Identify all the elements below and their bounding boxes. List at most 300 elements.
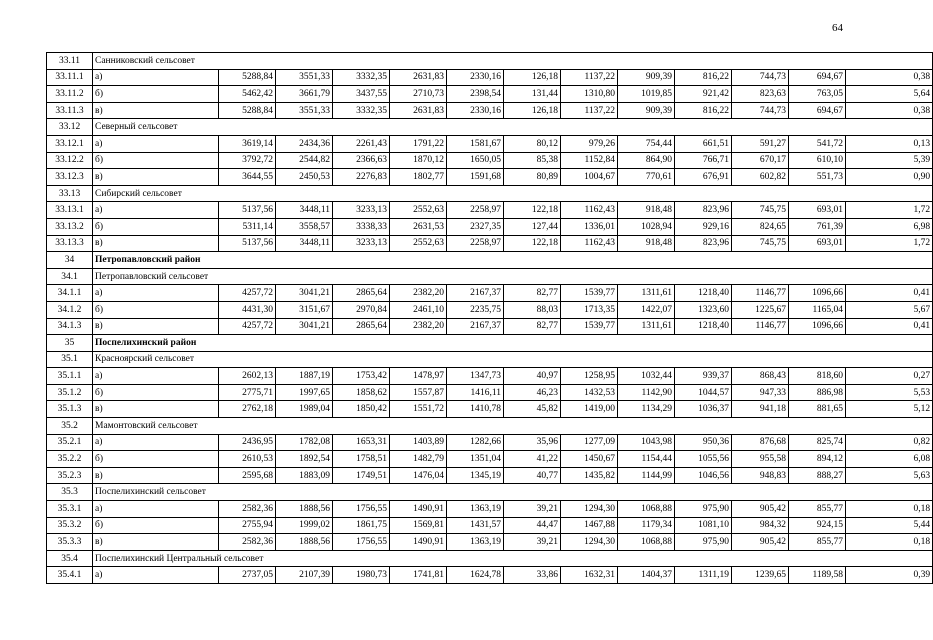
table-row <box>47 169 933 186</box>
table-cell-value: 1144,99 <box>618 467 675 484</box>
table-cell-value: 1028,94 <box>618 218 675 235</box>
table-cell-value: 1146,77 <box>732 318 789 335</box>
table-cell-value: 1416,11 <box>447 384 504 401</box>
table-cell-value: 1055,56 <box>675 451 732 468</box>
table-cell-value: 33,86 <box>504 567 561 584</box>
table-row <box>47 152 933 169</box>
table-cell-value: 5137,56 <box>219 202 276 219</box>
table-cell-value: 1997,65 <box>276 384 333 401</box>
table-cell-value: 1019,85 <box>618 86 675 103</box>
row-variant: в) <box>93 534 219 551</box>
row-code: 33.13.2 <box>47 218 93 235</box>
table-cell-value: 1887,19 <box>276 368 333 385</box>
row-code: 33.12 <box>47 119 93 136</box>
row-code: 33.13 <box>47 185 93 202</box>
table-cell-value: 761,39 <box>789 218 846 235</box>
region-header-row <box>47 335 933 352</box>
table-cell-value: 881,65 <box>789 401 846 418</box>
row-variant: а) <box>93 501 219 518</box>
table-cell-value: 41,22 <box>504 451 561 468</box>
settlement-name: Поспелихинский сельсовет <box>93 484 933 501</box>
table-cell-value: 3338,33 <box>333 218 390 235</box>
table-cell-value: 2261,43 <box>333 135 390 152</box>
table-cell-value: 1218,40 <box>675 318 732 335</box>
table-cell-value: 1403,89 <box>390 434 447 451</box>
table-cell-value: 941,18 <box>732 401 789 418</box>
row-code: 35.2.1 <box>47 434 93 451</box>
table-cell-value: 929,16 <box>675 218 732 235</box>
table-cell-value: 2382,20 <box>390 285 447 302</box>
region-name: Поспелихинский район <box>93 335 933 352</box>
row-variant: б) <box>93 152 219 169</box>
table-cell-value: 909,39 <box>618 69 675 86</box>
row-code: 33.13.3 <box>47 235 93 252</box>
table-cell-value: 661,51 <box>675 135 732 152</box>
table-cell-value: 1165,04 <box>789 301 846 318</box>
row-code: 35.2 <box>47 418 93 435</box>
settlement-header-row <box>47 484 933 501</box>
table-cell-value: 1134,29 <box>618 401 675 418</box>
table-cell-value: 1137,22 <box>561 102 618 119</box>
row-code: 33.11.3 <box>47 102 93 119</box>
table-cell-value: 694,67 <box>789 102 846 119</box>
table-cell-value: 2631,53 <box>390 218 447 235</box>
table-row <box>47 384 933 401</box>
table-cell-value: 551,73 <box>789 169 846 186</box>
table-cell-value: 905,42 <box>732 534 789 551</box>
table-cell-value: 1850,42 <box>333 401 390 418</box>
row-variant: в) <box>93 235 219 252</box>
table-row <box>47 467 933 484</box>
table-cell-value: 1310,80 <box>561 86 618 103</box>
table-cell-value: 1741,81 <box>390 567 447 584</box>
row-code: 35.1.2 <box>47 384 93 401</box>
row-code: 34.1.2 <box>47 301 93 318</box>
table-cell-value: 1467,88 <box>561 517 618 534</box>
table-cell-value: 1422,07 <box>618 301 675 318</box>
table-cell-value: 1179,34 <box>618 517 675 534</box>
table-cell-value: 1162,43 <box>561 202 618 219</box>
table-cell-value: 5,63 <box>846 467 933 484</box>
row-variant: а) <box>93 285 219 302</box>
table-cell-value: 0,18 <box>846 534 933 551</box>
table-cell-value: 816,22 <box>675 69 732 86</box>
row-code: 34.1.3 <box>47 318 93 335</box>
table-cell-value: 763,05 <box>789 86 846 103</box>
table-cell-value: 4431,30 <box>219 301 276 318</box>
table-cell-value: 126,18 <box>504 102 561 119</box>
table-cell-value: 754,44 <box>618 135 675 152</box>
settlement-header-row <box>47 53 933 70</box>
table-cell-value: 2595,68 <box>219 467 276 484</box>
table-cell-value: 979,26 <box>561 135 618 152</box>
row-variant: б) <box>93 384 219 401</box>
table-cell-value: 1146,77 <box>732 285 789 302</box>
table-cell-value: 1419,00 <box>561 401 618 418</box>
row-code: 33.12.2 <box>47 152 93 169</box>
table-cell-value: 823,63 <box>732 86 789 103</box>
row-code: 35.1 <box>47 351 93 368</box>
row-code: 35.3.2 <box>47 517 93 534</box>
row-variant: а) <box>93 69 219 86</box>
table-row <box>47 102 933 119</box>
settlement-name: Петропавловский сельсовет <box>93 268 933 285</box>
table-cell-value: 1277,09 <box>561 434 618 451</box>
table-cell-value: 1581,67 <box>447 135 504 152</box>
table-cell-value: 2582,36 <box>219 501 276 518</box>
table-cell-value: 3332,35 <box>333 69 390 86</box>
table-cell-value: 1782,08 <box>276 434 333 451</box>
table-cell-value: 0,41 <box>846 285 933 302</box>
table-cell-value: 2582,36 <box>219 534 276 551</box>
table-cell-value: 745,75 <box>732 202 789 219</box>
table-cell-value: 127,44 <box>504 218 561 235</box>
table-cell-value: 40,77 <box>504 467 561 484</box>
table-cell-value: 984,32 <box>732 517 789 534</box>
table-cell-value: 1557,87 <box>390 384 447 401</box>
table-cell-value: 2327,35 <box>447 218 504 235</box>
row-code: 33.12.1 <box>47 135 93 152</box>
row-variant: в) <box>93 401 219 418</box>
table-cell-value: 1410,78 <box>447 401 504 418</box>
table-cell-value: 3551,33 <box>276 102 333 119</box>
table-cell-value: 131,44 <box>504 86 561 103</box>
table-cell-value: 1096,66 <box>789 318 846 335</box>
table-cell-value: 1756,55 <box>333 534 390 551</box>
table-cell-value: 1218,40 <box>675 285 732 302</box>
table-cell-value: 2434,36 <box>276 135 333 152</box>
table-row <box>47 567 933 584</box>
table-cell-value: 1096,66 <box>789 285 846 302</box>
table-row <box>47 135 933 152</box>
settlement-name: Санниковский сельсовет <box>93 53 933 70</box>
table-cell-value: 1861,75 <box>333 517 390 534</box>
table-cell-value: 3041,21 <box>276 318 333 335</box>
table-cell-value: 1989,04 <box>276 401 333 418</box>
table-row <box>47 401 933 418</box>
table-cell-value: 1363,19 <box>447 501 504 518</box>
table-cell-value: 2461,10 <box>390 301 447 318</box>
table-row <box>47 235 933 252</box>
table-cell-value: 825,74 <box>789 434 846 451</box>
table-cell-value: 939,37 <box>675 368 732 385</box>
table-cell-value: 816,22 <box>675 102 732 119</box>
table-cell-value: 1591,68 <box>447 169 504 186</box>
table-cell-value: 5288,84 <box>219 102 276 119</box>
table-row <box>47 501 933 518</box>
table-cell-value: 1624,78 <box>447 567 504 584</box>
table-cell-value: 1043,98 <box>618 434 675 451</box>
table-cell-value: 2865,64 <box>333 285 390 302</box>
table-cell-value: 2258,97 <box>447 202 504 219</box>
row-code: 33.11.1 <box>47 69 93 86</box>
table-cell-value: 0,82 <box>846 434 933 451</box>
table-cell-value: 745,75 <box>732 235 789 252</box>
table-cell-value: 1432,53 <box>561 384 618 401</box>
table-cell-value: 2167,37 <box>447 285 504 302</box>
table-cell-value: 3792,72 <box>219 152 276 169</box>
table-cell-value: 126,18 <box>504 69 561 86</box>
row-code: 35.3 <box>47 484 93 501</box>
table-cell-value: 693,01 <box>789 202 846 219</box>
region-name: Петропавловский район <box>93 252 933 269</box>
row-variant: б) <box>93 301 219 318</box>
table-cell-value: 122,18 <box>504 202 561 219</box>
row-code: 35.2.2 <box>47 451 93 468</box>
table-cell-value: 4257,72 <box>219 318 276 335</box>
settlement-header-row <box>47 185 933 202</box>
table-cell-value: 2276,83 <box>333 169 390 186</box>
table-cell-value: 3551,33 <box>276 69 333 86</box>
table-cell-value: 1999,02 <box>276 517 333 534</box>
table-cell-value: 950,36 <box>675 434 732 451</box>
table-cell-value: 5,44 <box>846 517 933 534</box>
table-cell-value: 3437,55 <box>333 86 390 103</box>
table-cell-value: 3619,14 <box>219 135 276 152</box>
table-cell-value: 1883,09 <box>276 467 333 484</box>
table-cell-value: 1404,37 <box>618 567 675 584</box>
table-cell-value: 1044,57 <box>675 384 732 401</box>
table-cell-value: 2737,05 <box>219 567 276 584</box>
row-code: 33.12.3 <box>47 169 93 186</box>
table-cell-value: 1758,51 <box>333 451 390 468</box>
table-cell-value: 2167,37 <box>447 318 504 335</box>
table-cell-value: 947,33 <box>732 384 789 401</box>
row-code: 35.2.3 <box>47 467 93 484</box>
table-cell-value: 1162,43 <box>561 235 618 252</box>
table-row <box>47 534 933 551</box>
table-cell-value: 610,10 <box>789 152 846 169</box>
table-cell-value: 1142,90 <box>618 384 675 401</box>
row-code: 35.1.3 <box>47 401 93 418</box>
table-cell-value: 39,21 <box>504 501 561 518</box>
table-cell-value: 44,47 <box>504 517 561 534</box>
row-code: 33.11 <box>47 53 93 70</box>
row-variant: а) <box>93 567 219 584</box>
table-cell-value: 1046,56 <box>675 467 732 484</box>
table-cell-value: 46,23 <box>504 384 561 401</box>
row-code: 35.3.1 <box>47 501 93 518</box>
table-cell-value: 2366,63 <box>333 152 390 169</box>
table-cell-value: 694,67 <box>789 69 846 86</box>
table-cell-value: 1068,88 <box>618 501 675 518</box>
table-cell-value: 3332,35 <box>333 102 390 119</box>
region-header-row <box>47 252 933 269</box>
table-cell-value: 886,98 <box>789 384 846 401</box>
table-cell-value: 0,39 <box>846 567 933 584</box>
table-cell-value: 1476,04 <box>390 467 447 484</box>
table-cell-value: 40,97 <box>504 368 561 385</box>
table-cell-value: 2436,95 <box>219 434 276 451</box>
table-cell-value: 744,73 <box>732 102 789 119</box>
row-code: 35.3.3 <box>47 534 93 551</box>
table-cell-value: 0,13 <box>846 135 933 152</box>
table-cell-value: 1154,44 <box>618 451 675 468</box>
table-cell-value: 2970,84 <box>333 301 390 318</box>
table-cell-value: 3041,21 <box>276 285 333 302</box>
table-row <box>47 301 933 318</box>
row-code: 33.13.1 <box>47 202 93 219</box>
settlement-name: Северный сельсовет <box>93 119 933 136</box>
table-row <box>47 318 933 335</box>
table-cell-value: 1650,05 <box>447 152 504 169</box>
table-cell-value: 1980,73 <box>333 567 390 584</box>
table-cell-value: 2552,63 <box>390 202 447 219</box>
row-code: 34.1 <box>47 268 93 285</box>
table-cell-value: 1569,81 <box>390 517 447 534</box>
table-cell-value: 1490,91 <box>390 534 447 551</box>
table-cell-value: 1323,60 <box>675 301 732 318</box>
table-cell-value: 2107,39 <box>276 567 333 584</box>
settlement-header-row <box>47 418 933 435</box>
row-code: 35.4 <box>47 550 93 567</box>
table-cell-value: 1539,77 <box>561 285 618 302</box>
table-cell-value: 823,96 <box>675 202 732 219</box>
table-cell-value: 1311,19 <box>675 567 732 584</box>
table-cell-value: 868,43 <box>732 368 789 385</box>
settlement-name: Мамонтовский сельсовет <box>93 418 933 435</box>
table-cell-value: 6,98 <box>846 218 933 235</box>
table-cell-value: 2258,97 <box>447 235 504 252</box>
table-cell-value: 918,48 <box>618 235 675 252</box>
table-cell-value: 1189,58 <box>789 567 846 584</box>
table-cell-value: 1347,73 <box>447 368 504 385</box>
table-cell-value: 2610,53 <box>219 451 276 468</box>
table-cell-value: 1363,19 <box>447 534 504 551</box>
table-cell-value: 1450,67 <box>561 451 618 468</box>
table-cell-value: 2631,83 <box>390 69 447 86</box>
table-cell-value: 1294,30 <box>561 501 618 518</box>
table-cell-value: 1713,35 <box>561 301 618 318</box>
table-cell-value: 948,83 <box>732 467 789 484</box>
settlement-header-row <box>47 119 933 136</box>
table-cell-value: 855,77 <box>789 501 846 518</box>
table-cell-value: 0,18 <box>846 501 933 518</box>
table-cell-value: 3233,13 <box>333 235 390 252</box>
table-row <box>47 285 933 302</box>
table-cell-value: 1431,57 <box>447 517 504 534</box>
table-cell-value: 1336,01 <box>561 218 618 235</box>
table-cell-value: 823,96 <box>675 235 732 252</box>
row-variant: а) <box>93 434 219 451</box>
table-cell-value: 88,03 <box>504 301 561 318</box>
table-cell-value: 1858,62 <box>333 384 390 401</box>
table-cell-value: 1753,42 <box>333 368 390 385</box>
table-cell-value: 2382,20 <box>390 318 447 335</box>
row-code: 35.4.1 <box>47 567 93 584</box>
table-cell-value: 5,53 <box>846 384 933 401</box>
table-row <box>47 434 933 451</box>
table-cell-value: 1435,82 <box>561 467 618 484</box>
settlement-header-row <box>47 351 933 368</box>
table-cell-value: 670,17 <box>732 152 789 169</box>
table-row <box>47 368 933 385</box>
table-cell-value: 1225,67 <box>732 301 789 318</box>
table-row <box>47 202 933 219</box>
table-cell-value: 1749,51 <box>333 467 390 484</box>
table-cell-value: 3644,55 <box>219 169 276 186</box>
table-cell-value: 1490,91 <box>390 501 447 518</box>
table-cell-value: 85,38 <box>504 152 561 169</box>
row-variant: а) <box>93 368 219 385</box>
table-cell-value: 1870,12 <box>390 152 447 169</box>
table-cell-value: 1,72 <box>846 202 933 219</box>
table-cell-value: 1081,10 <box>675 517 732 534</box>
table-row <box>47 451 933 468</box>
table-cell-value: 1888,56 <box>276 534 333 551</box>
table-cell-value: 1632,31 <box>561 567 618 584</box>
table-cell-value: 2330,16 <box>447 102 504 119</box>
settlement-name: Красноярский сельсовет <box>93 351 933 368</box>
table-cell-value: 855,77 <box>789 534 846 551</box>
settlement-header-row <box>47 268 933 285</box>
table-cell-value: 2631,83 <box>390 102 447 119</box>
table-cell-value: 3558,57 <box>276 218 333 235</box>
table-cell-value: 1311,61 <box>618 318 675 335</box>
table-cell-value: 6,08 <box>846 451 933 468</box>
table-cell-value: 2330,16 <box>447 69 504 86</box>
table-cell-value: 975,90 <box>675 534 732 551</box>
table-cell-value: 5288,84 <box>219 69 276 86</box>
table-cell-value: 602,82 <box>732 169 789 186</box>
table-cell-value: 1068,88 <box>618 534 675 551</box>
table-cell-value: 80,12 <box>504 135 561 152</box>
table-cell-value: 122,18 <box>504 235 561 252</box>
table-cell-value: 5,39 <box>846 152 933 169</box>
table-cell-value: 693,01 <box>789 235 846 252</box>
table-cell-value: 1756,55 <box>333 501 390 518</box>
table-cell-value: 5,64 <box>846 86 933 103</box>
table-cell-value: 5311,14 <box>219 218 276 235</box>
table-cell-value: 3448,11 <box>276 235 333 252</box>
table-cell-value: 676,91 <box>675 169 732 186</box>
table-cell-value: 3233,13 <box>333 202 390 219</box>
settlement-name: Сибирский сельсовет <box>93 185 933 202</box>
table-cell-value: 1282,66 <box>447 434 504 451</box>
row-code: 35 <box>47 335 93 352</box>
row-variant: а) <box>93 135 219 152</box>
table-cell-value: 0,41 <box>846 318 933 335</box>
table-cell-value: 2865,64 <box>333 318 390 335</box>
row-code: 33.11.2 <box>47 86 93 103</box>
table-cell-value: 921,42 <box>675 86 732 103</box>
table-row <box>47 69 933 86</box>
row-variant: в) <box>93 102 219 119</box>
table-cell-value: 744,73 <box>732 69 789 86</box>
table-cell-value: 2552,63 <box>390 235 447 252</box>
table-cell-value: 1,72 <box>846 235 933 252</box>
table-cell-value: 0,38 <box>846 69 933 86</box>
table-cell-value: 82,77 <box>504 318 561 335</box>
table-cell-value: 818,60 <box>789 368 846 385</box>
row-variant: б) <box>93 86 219 103</box>
table-cell-value: 3661,79 <box>276 86 333 103</box>
table-cell-value: 541,72 <box>789 135 846 152</box>
table-cell-value: 2544,82 <box>276 152 333 169</box>
settlement-header-row <box>47 550 933 567</box>
table-cell-value: 876,68 <box>732 434 789 451</box>
row-variant: в) <box>93 318 219 335</box>
table-cell-value: 1539,77 <box>561 318 618 335</box>
table-cell-value: 1311,61 <box>618 285 675 302</box>
table-cell-value: 2775,71 <box>219 384 276 401</box>
table-cell-value: 894,12 <box>789 451 846 468</box>
table-cell-value: 2755,94 <box>219 517 276 534</box>
table-cell-value: 1482,79 <box>390 451 447 468</box>
table-cell-value: 4257,72 <box>219 285 276 302</box>
table-cell-value: 5,12 <box>846 401 933 418</box>
row-variant: в) <box>93 467 219 484</box>
